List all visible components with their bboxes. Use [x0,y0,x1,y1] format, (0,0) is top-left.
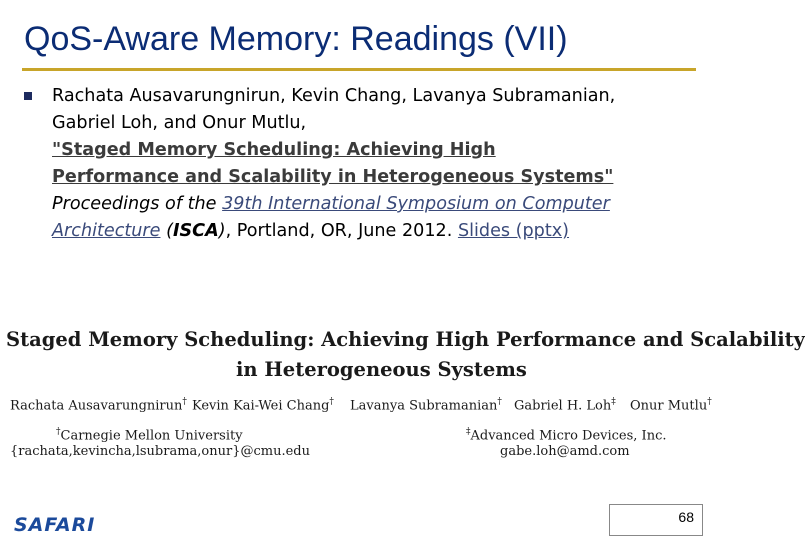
location-date: , Portland, OR, June 2012. [225,221,458,241]
title-divider [22,68,696,71]
venue-link[interactable]: 39th International Symposium on Computer [222,194,610,214]
venue-abbrev: ISCA [172,221,219,241]
paper-author: Onur Mutlu† [630,397,712,414]
paren-close: ) [218,221,226,241]
page-number: 68 [678,509,694,525]
paper-image-title-line2: in Heterogeneous Systems [236,358,527,381]
citation-authors-line1: Rachata Ausavarungnirun, Kevin Chang, Lavanya Subramanian, [52,86,616,106]
paper-author: Lavanya Subramanian† [350,397,502,414]
slide-title: QoS-Aware Memory: Readings (VII) [24,20,568,58]
paper-author: Rachata Ausavarungnirun† [10,397,187,414]
paper-title-link[interactable]: "Staged Memory Scheduling: Achieving High [52,140,496,160]
paper-image-title-line1: Staged Memory Scheduling: Achieving High Performance and Scalability [6,328,805,351]
paper-header-image [0,322,805,472]
citation-text [52,83,702,245]
venue-link-cont[interactable]: Architecture [52,221,161,241]
citation-authors-line2: Gabriel Loh, and Onur Mutlu, [52,113,307,133]
paren-open: ( [160,221,173,241]
proceedings-prefix: Proceedings of the [52,194,223,214]
safari-logo: SAFARI [14,514,96,536]
paper-affiliation-1-email: {rachata,kevincha,lsubrama,onur}@cmu.edu [10,444,310,459]
paper-title-link-cont[interactable]: Performance and Scalability in Heterogeneous Systems" [52,167,614,187]
page-number-box [609,504,703,536]
bullet-square-icon [24,92,32,100]
paper-author: Kevin Kai-Wei Chang† [192,397,334,414]
paper-affiliation-2-email: gabe.loh@amd.com [500,444,630,459]
paper-affiliation-1: †Carnegie Mellon University [56,427,243,444]
paper-affiliation-2: ‡Advanced Micro Devices, Inc. [466,427,667,444]
paper-author: Gabriel H. Loh‡ [514,397,616,414]
slides-link[interactable]: Slides (pptx) [457,221,570,241]
